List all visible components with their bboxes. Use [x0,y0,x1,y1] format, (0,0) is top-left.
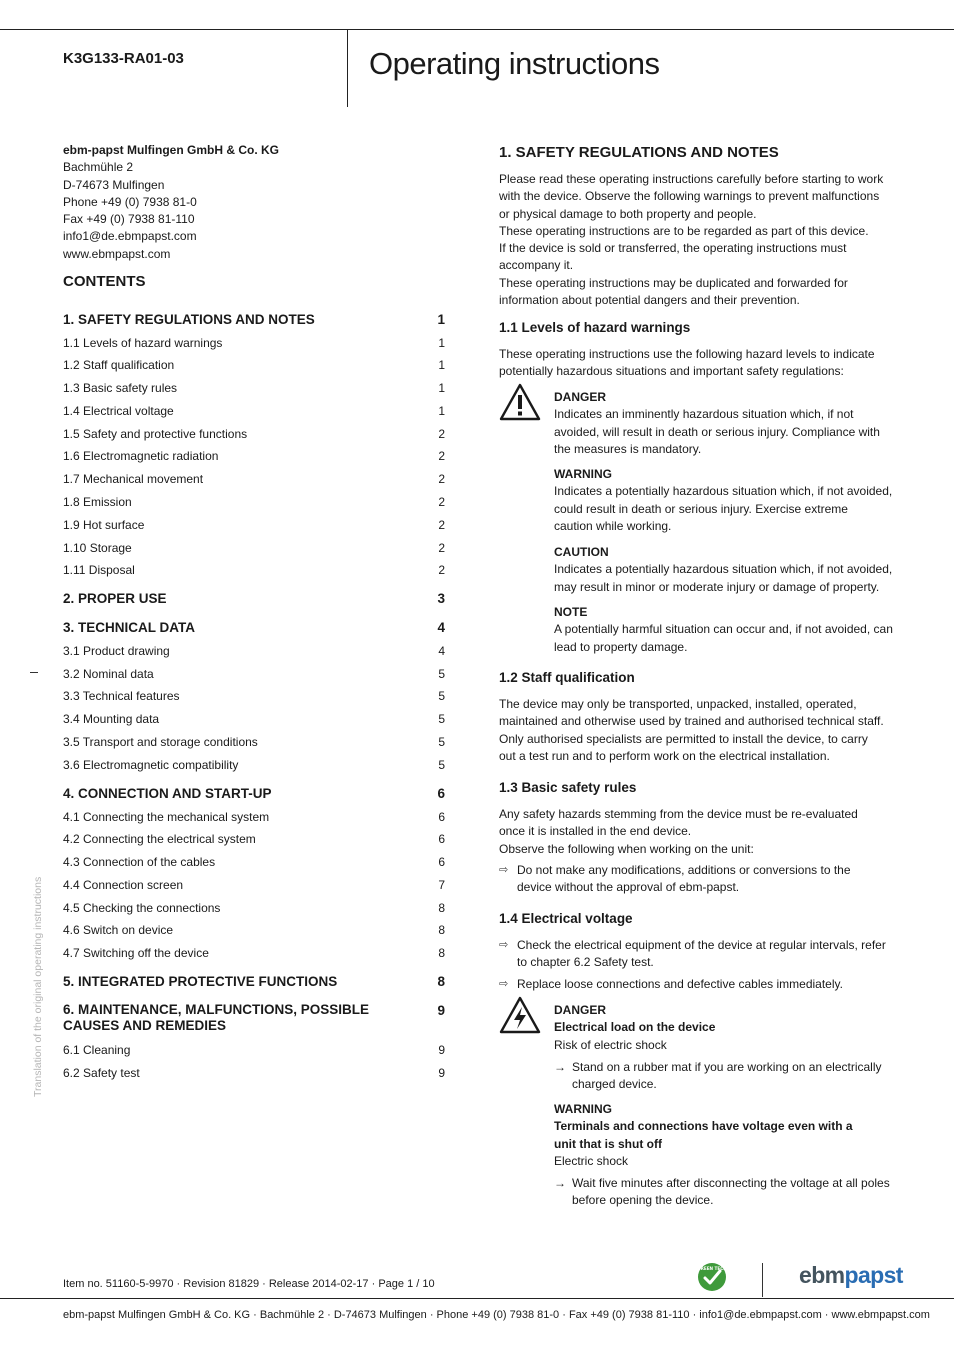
toc-entry-page: 9 [438,1043,445,1057]
toc-entry-title: 6. MAINTENANCE, MALFUNCTIONS, POSSIBLE CAUSES AND REMEDIES [63,1002,370,1033]
toc-entry-page: 2 [438,427,445,441]
toc-entry-page: 4 [438,644,445,658]
electrical-warning: WARNING Terminals and connections have voltage even with a unit that is shut off Electric shock [554,1102,853,1168]
address-phone: Phone +49 (0) 7938 81-0 [63,194,197,209]
high-voltage-icon [499,996,541,1034]
toc-entry-page: 2 [438,472,445,486]
toc-entry-page: 5 [438,689,445,703]
toc-entry-title: 4.3 Connection of the cables [63,855,216,869]
green-tech-icon [697,1262,727,1292]
toc-entry-title: 1.6 Electromagnetic radiation [63,449,219,463]
toc-entry-page: 2 [438,518,445,532]
danger-level: DANGER Indicates an imminently hazardous situation which, if not avoided, will result in death or serious injury. Compliance with the measures is mandatory. [554,390,880,456]
toc-entry-page: 7 [438,878,445,892]
toc-entry-title: 4.4 Connection screen [63,878,184,892]
toc-entry-title: 4.1 Connecting the mechanical system [63,810,270,824]
toc-entry-title: 1.1 Levels of hazard warnings [63,336,223,350]
toc-entry-page: 4 [437,620,445,635]
toc-entry-page: 6 [438,855,445,869]
toc-entry-title: 3.6 Electromagnetic compatibility [63,758,239,772]
company-name: ebm-papst Mulfingen GmbH & Co. KG [63,143,279,157]
address-street: Bachmühle 2 [63,160,134,175]
section-1-3-heading: 1.3 Basic safety rules [499,780,637,795]
toc-entry-title: 3.4 Mounting data [63,712,160,726]
toc-entry-page: 5 [438,735,445,749]
address-city: D-74673 Mulfingen [63,177,165,192]
section-1-2-heading: 1.2 Staff qualification [499,670,635,685]
toc-entry-page: 6 [438,810,445,824]
svg-text:GREEN TECH: GREEN TECH [697,1266,727,1271]
footer-address: ebm-papst Mulfingen GmbH & Co. KG · Bachmühle 2 · D-74673 Mulfingen · Phone +49 (0) 7938 81-0 · Fax +49 (0) 7938 81-110 · info1@de.ebmpapst.com · www.ebmpapst.com [63,1309,930,1321]
warning-triangle-icon [499,383,541,421]
section-1-4-heading: 1.4 Electrical voltage [499,911,633,926]
logo-divider [762,1263,763,1297]
toc-entry-page: 6 [438,832,445,846]
toc-entry-title: 4. CONNECTION AND START-UP [63,786,272,801]
bullet-arrow-icon: ⇨ [499,864,509,876]
arrow-icon: → [554,1176,566,1190]
toc-entry-title: 1.2 Staff qualification [63,358,175,372]
bullet-arrow-icon: ⇨ [499,978,509,990]
toc-entry-page: 1 [438,404,445,418]
toc-entry-page: 9 [437,1003,445,1018]
toc-entry-title: 1.3 Basic safety rules [63,381,178,395]
toc-entry-title: 4.7 Switching off the device [63,946,209,960]
fold-mark [30,672,38,673]
toc-entry-title: 1.7 Mechanical movement [63,472,204,486]
toc-entry-page: 1 [438,336,445,350]
header-rule [0,29,954,30]
address-fax: Fax +49 (0) 7938 81-110 [63,212,195,227]
toc-entry-title: 4.6 Switch on device [63,923,174,937]
note-level: NOTE A potentially harmful situation can occur and, if not avoided, can lead to property damage. [554,605,893,654]
section-1-heading: 1. SAFETY REGULATIONS AND NOTES [499,144,779,161]
toc-entry-page: 6 [437,786,445,801]
footer-rule [0,1298,954,1299]
section-1-3-text: Any safety hazards stemming from the device must be re-evaluated once it is installed in the end device. Observe the following when working on the unit: [499,807,858,856]
toc-entry-page: 5 [438,758,445,772]
arrow-icon: → [554,1060,566,1074]
company-address [63,142,363,263]
toc-entry-title: 5. INTEGRATED PROTECTIVE FUNCTIONS [63,974,338,989]
warning-level: WARNING Indicates a potentially hazardous situation which, if not avoided, could result in death or serious injury. Exercise extreme caution while working. [554,467,893,533]
toc-entry-page: 8 [438,923,445,937]
toc-entry-title: 3.3 Technical features [63,689,180,703]
section-1-intro: Please read these operating instructions carefully before starting to work with the device. Observe the following warnings to prevent malfunctions or physical damage to both property and people. These operating instructions are to be regarded as part of this device. If the device is sold or transferred, the operating instructions must accompany it. These operating instructions may be duplicated and forwarded for information about potential dangers and their prevention. [499,172,884,308]
bullet-arrow-icon: ⇨ [499,939,509,951]
toc-entry-page: 2 [438,449,445,463]
section-1-2-text: The device may only be transported, unpacked, installed, operated, maintained and otherwise used by trained and authorised technical staff. Only authorised specialists are permitted to install the device, to carry out a test run and to perform work on the electrical installation. [499,697,884,763]
toc-entry-page: 5 [438,667,445,681]
toc-entry-title: 3.5 Transport and storage conditions [63,735,258,749]
toc-entry-title: 1. SAFETY REGULATIONS AND NOTES [63,312,315,327]
document-meta: Item no. 51160-5-9970 · Revision 81829 · Release 2014-02-17 · Page 1 / 10 [63,1278,435,1290]
toc-entry-page: 8 [438,946,445,960]
toc-entry-page: 1 [438,358,445,372]
toc-entry-title: 6.2 Safety test [63,1066,140,1080]
toc-entry-title: 1.5 Safety and protective functions [63,427,248,441]
address-email[interactable]: info1@de.ebmpapst.com [63,229,197,244]
toc-entry-page: 8 [438,901,445,915]
toc-entry-page: 3 [437,591,445,606]
toc-entry-page: 5 [438,712,445,726]
toc-entry-page: 1 [438,381,445,395]
page-title: Operating instructions [369,46,660,81]
ebmpapst-logo: ebmpapst [799,1262,903,1288]
toc-entry-title: 2. PROPER USE [63,591,167,606]
section-1-1-intro: These operating instructions use the following hazard levels to indicate potentially hazardous situations and important safety regulations: [499,347,875,379]
toc-entry-title: 3.1 Product drawing [63,644,170,658]
translation-note: Translation of the original operating instructions [32,876,44,1097]
toc-entry-title: 1.4 Electrical voltage [63,404,174,418]
toc-entry-title: 1.9 Hot surface [63,518,145,532]
section-1-1-heading: 1.1 Levels of hazard warnings [499,320,691,335]
header-divider [347,29,348,107]
toc-entry-title: 3. TECHNICAL DATA [63,620,196,635]
address-web[interactable]: www.ebmpapst.com [63,246,171,261]
model-number: K3G133-RA01-03 [63,50,184,67]
electrical-danger: DANGER Electrical load on the device Risk of electric shock [554,1003,716,1052]
toc-entry-title: 1.10 Storage [63,541,132,555]
toc-entry-page: 2 [438,495,445,509]
toc-entry-page: 8 [437,974,445,989]
toc-entry-page: 1 [437,312,445,327]
toc-entry-title: 1.11 Disposal [63,563,135,577]
toc-entry-title: 3.2 Nominal data [63,667,154,681]
toc-entry-page: 2 [438,541,445,555]
toc-entry-title: 4.5 Checking the connections [63,901,221,915]
toc-entry-title: 4.2 Connecting the electrical system [63,832,256,846]
toc-entry-title: 6.1 Cleaning [63,1043,131,1057]
toc-entry-title: 1.8 Emission [63,495,132,509]
contents-heading: CONTENTS [63,273,146,290]
toc-entry-page: 2 [438,563,445,577]
toc-entry-page: 9 [438,1066,445,1080]
caution-level: CAUTION Indicates a potentially hazardous situation which, if not avoided, may result in minor or moderate injury or damage of property. [554,545,893,594]
